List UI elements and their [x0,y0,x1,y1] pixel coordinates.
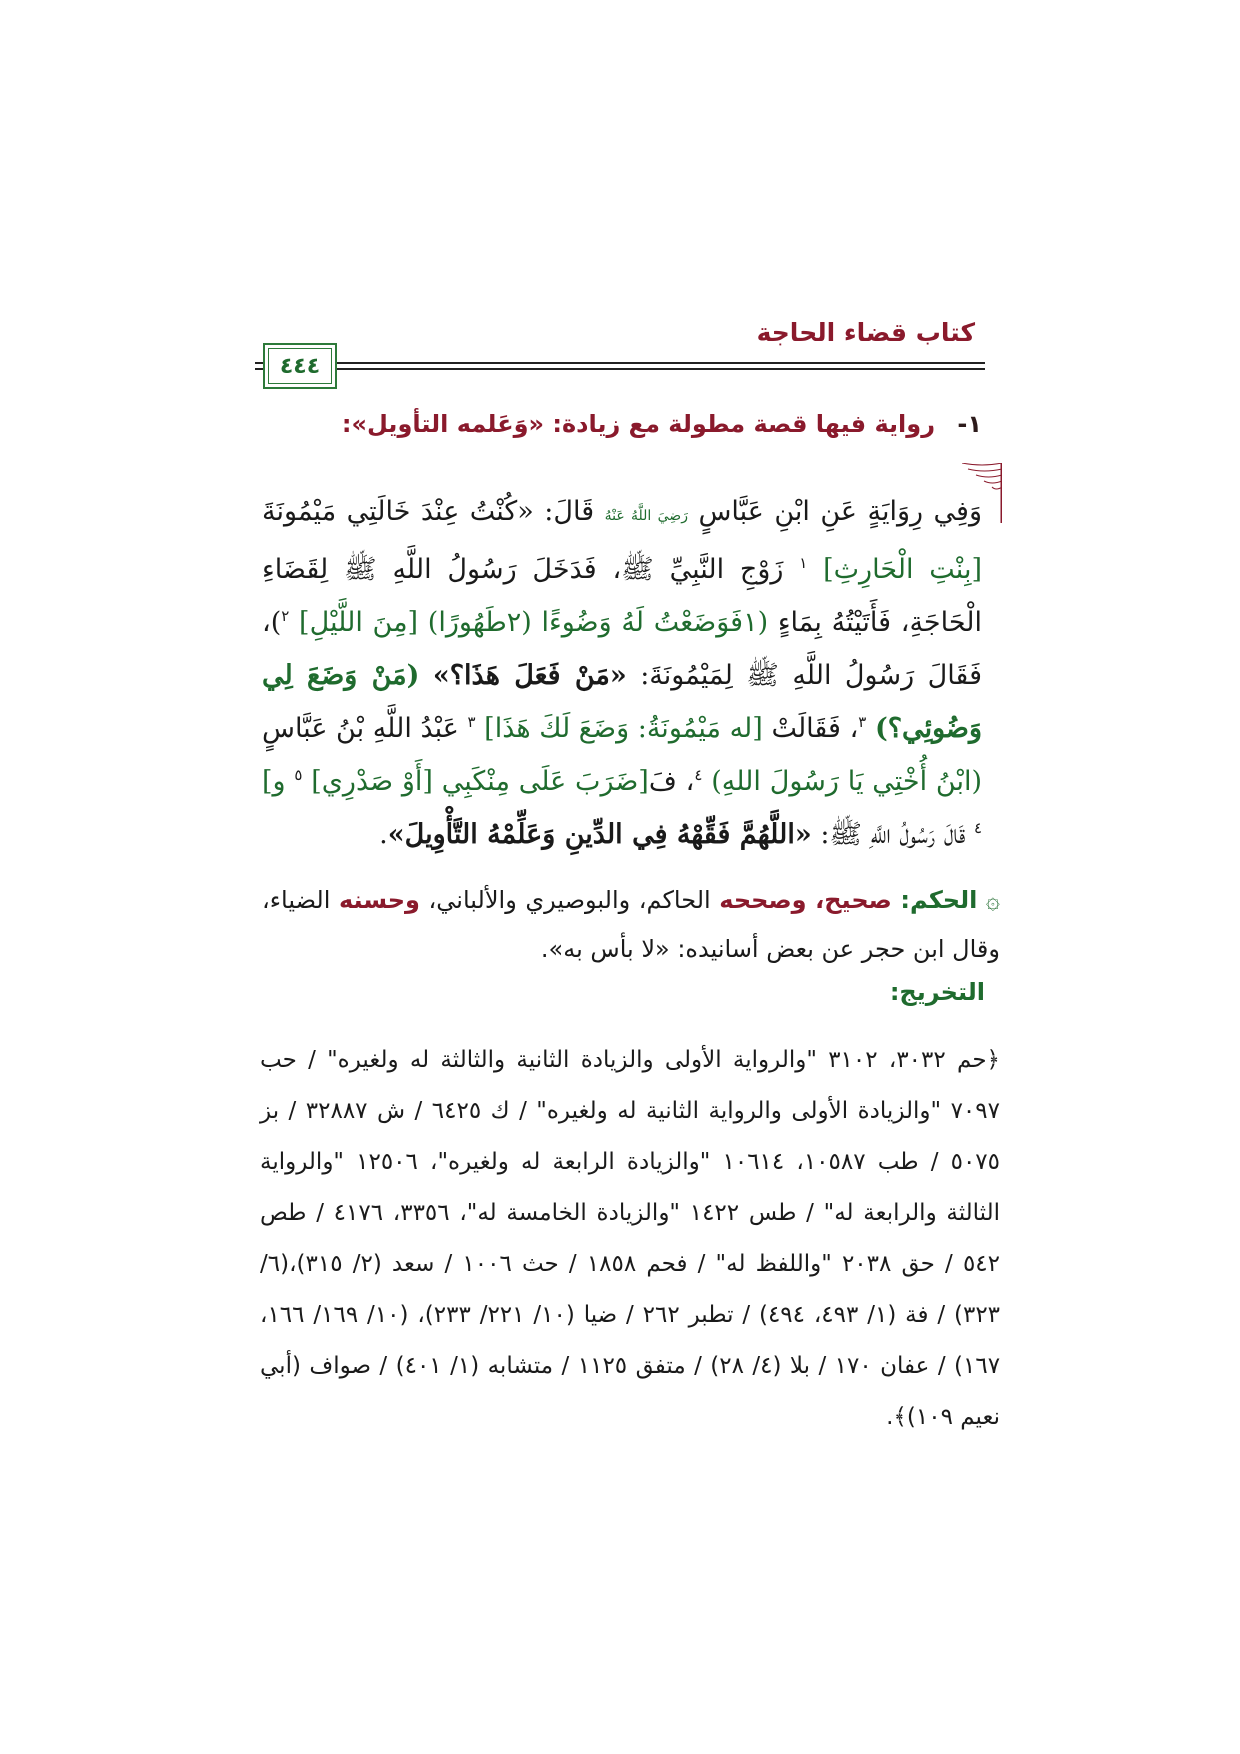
header-rule [255,362,985,364]
running-title: كتاب قضاء الحاجة [756,318,975,347]
ruling-text: الحاكم، والبوصيري والألباني، [428,886,711,914]
prophet-supplication: «اللَّهُمَّ فَقِّهْهُ فِي الدِّينِ وَعَلِّمْهُ التَّأْوِيلَ» [387,819,812,850]
section-title: رواية فيها قصة مطولة مع زيادة: [552,410,936,438]
footnote-marker: ٣ [858,713,867,731]
section-heading [342,410,982,438]
hadith-part: قَالَ رَسُولُ اللَّهِ ﷺ: [820,819,966,850]
ruling-text: الضياء، وقال ابن حجر عن بعض أسانيده: «لا بأس به». [262,886,1000,963]
takhrij-paragraph: ﴿حم ٣٠٣٢، ٣١٠٢ "والرواية الأولى والزيادة الثانية والثالثة له ولغيره" / حب ٧٠٩٧ "والزيادة الأولى والرواية الثانية له ولغيره" / ك ٦٤٢٥ / ش ٣٢٨٨٧ / بز ٥٠٧٥ / طب ١٠٥٨٧، ١٠٦١٤ "والزيادة الرابعة له ولغيره"، ١٢٥٠٦ "والرواية الثالثة والرابعة له" / طس ١٤٢٢ "والزيادة الخامسة له"، ٣٣٥٦، ٤١٧٦ / طص ٥٤٢ / حق ٢٠٣٨ "واللفظ له" / فحم ١٨٥٨ / حث ١٠٠٦ / سعد (٢/ ٣١٥)،(٦/ ٣٢٣) / فة (١/ ٤٩٣، ٤٩٤) / تطبر ٢٦٢ / ضيا (١٠/ ٢٢١/ ٢٣٣)، (١٠/ ١٦٩/ ١٦٦، ١٦٧) / عفان ١٧٠ / بلا (٤/ ٢٨) / متفق ١١٢٥ / متشابه (١/ ٤٠١) / صواف (أبي نعيم ١٠٩)﴾. [260,1047,1001,1430]
ruling-hassanahu: وحسنه [338,886,420,914]
footnote-marker: ١ [799,554,808,572]
ruling-sahih: صحيح، [815,886,892,914]
hadith-text [262,485,982,861]
hadith-part: قَالَ: «كُنْتُ عِنْدَ خَالَتِي مَيْمُونَةَ [262,496,595,527]
hadith-part: )، فَقَالَ رَسُولُ اللَّهِ ﷺ لِمَيْمُونَةَ: [262,607,982,691]
footnote-marker: ٤ [973,819,982,837]
takhrij-text [260,1035,1000,1443]
ruling-label: الحكم: [900,886,978,914]
footnote-marker: ٢ [281,607,290,625]
hadith-addition: (ابْنُ أُخْتِي يَا رَسُولَ اللهِ) [711,766,983,797]
ruling-sahhahahu: وصححه [719,886,807,914]
ruling-paragraph [262,876,1000,974]
hadith-addition: [له مَيْمُونَةُ: وَضَعَ لَكَ هَذَا] [484,713,763,744]
honorific: رَضِيَ اللَّهُ عَنْهُ [604,508,688,524]
hadith-part: . [379,819,388,850]
hadith-addition: [ضَرَبَ عَلَى مِنْكَبِي [أَوْ صَدْرِي] [311,766,649,797]
hadith-addition: [بِنْتِ الْحَارِثِ] [823,554,982,585]
hadith-part: ، فَ [648,766,695,797]
prophet-speech: «مَنْ فَعَلَ هَذَا؟» [432,660,627,691]
section-quote: «وَعَلمه التأويل»: [341,410,545,438]
header-rule [255,368,985,370]
hadith-part: ، فَقَالَتْ [771,713,859,744]
footnote-marker: ٣ [467,713,476,731]
page-number-box [263,343,337,389]
section-number: ١- [957,410,982,438]
hadith-part: عَبْدُ اللَّهِ بْنُ عَبَّاسٍ [262,713,459,744]
hadith-part: زَوْجِ النَّبِيِّ ﷺ، فَدَخَلَ رَسُولُ اللَّهِ ﷺ لِقَضَاءِ الْحَاجَةِ، فَأَتَيْتُهُ بِمَاءٍ [262,554,982,638]
flower-icon: ۞ [985,886,1000,914]
hadith-part: وَفِي رِوَايَةٍ عَنِ ابْنِ عَبَّاسٍ [698,496,982,527]
page-number: ٤٤٤ [279,353,321,379]
hadith-addition: و] [262,766,286,797]
footnote-marker: ٥ [294,766,303,784]
prophet-speech-addition: (مَنْ وَضَعَ لِي وَضُوئِي؟) [262,660,982,744]
takhrij-heading: التخريج: [889,978,985,1006]
hadith-addition: (١فَوَضَعْتُ لَهُ وَضُوءًا (٢طَهُورًا) [مِنَ اللَّيْلِ] [299,607,769,638]
footnote-marker: ٤ [694,766,703,784]
